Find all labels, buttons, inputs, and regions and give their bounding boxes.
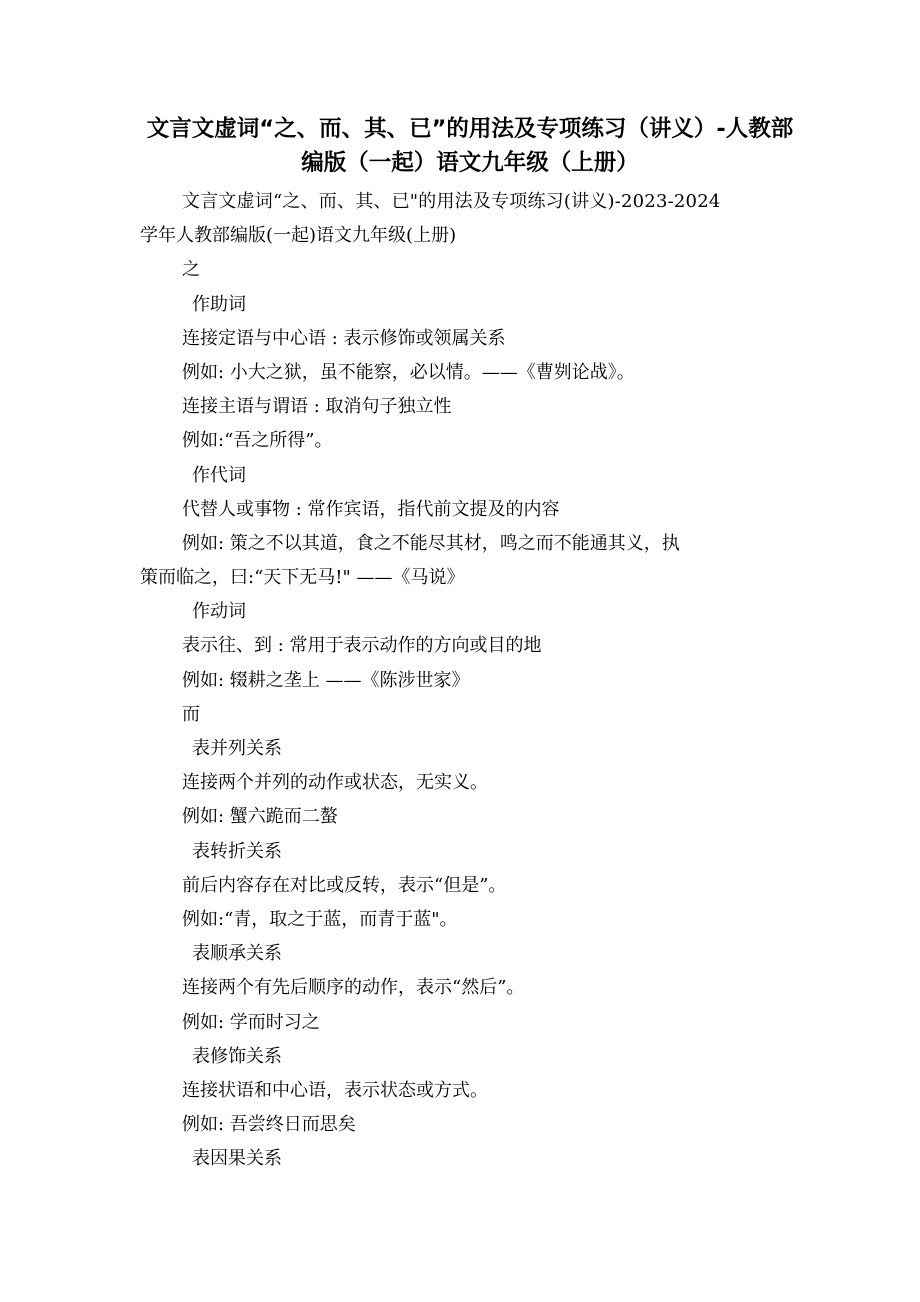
example: 例如:“青，取之于蓝，而青于蓝"。	[182, 908, 458, 930]
subheading: 作代词	[192, 464, 246, 486]
subheading: 作助词	[192, 293, 246, 315]
example: 例如: 学而时习之	[182, 1011, 320, 1033]
paragraph: 代替人或事物 : 常作宾语，指代前文提及的内容	[182, 498, 560, 520]
subtitle-line-1: 文言文虚词“之、而、其、已"的用法及专项练习(讲义)-2023-2024	[182, 191, 721, 212]
subheading: 表转折关系	[192, 840, 282, 862]
subheading: 表并列关系	[192, 738, 282, 759]
document-body	[140, 185, 785, 1176]
section-heading-zhi: 之	[182, 259, 200, 281]
example: 例如: 小大之狱，虽不能察，必以情。——《曹刿论战》。	[182, 361, 635, 383]
subtitle-line-2: 学年人教部编版(一起)语文九年级(上册)	[140, 225, 457, 247]
subheading: 表顺承关系	[192, 943, 282, 965]
example: 例如:“吾之所得”。	[182, 430, 333, 452]
subheading: 作动词	[192, 601, 246, 623]
paragraph: 连接定语与中心语 : 表示修饰或领属关系	[182, 327, 506, 349]
paragraph: 连接两个并列的动作或状态，无实义。	[182, 772, 488, 794]
example: 例如: 策之不以其道，食之不能尽其材，鸣之而不能通其义，执	[182, 532, 680, 554]
document-title: 文言文虚词“之、而、其、已”的用法及专项练习（讲义）-人教部编版（一起）语文九年级（上册）	[146, 116, 794, 176]
paragraph: 表示往、到 : 常用于表示动作的方向或目的地	[182, 635, 542, 657]
section-heading-er: 而	[182, 703, 200, 725]
paragraph: 前后内容存在对比或反转，表示“但是”。	[182, 874, 507, 896]
subheading: 表修饰关系	[192, 1045, 282, 1067]
example: 例如: 辍耕之垄上 ——《陈涉世家》	[182, 669, 470, 691]
example-continuation: 策而临之，曰:“天下无马!" ——《马说》	[140, 567, 465, 589]
paragraph: 连接两个有先后顺序的动作，表示“然后”。	[182, 977, 525, 999]
paragraph: 连接状语和中心语，表示状态或方式。	[182, 1079, 488, 1101]
example: 例如: 吾尝终日而思矣	[182, 1114, 356, 1136]
example: 例如: 蟹六跪而二螯	[182, 806, 338, 828]
paragraph: 连接主语与谓语 : 取消句子独立性	[182, 396, 452, 418]
subheading: 表因果关系	[192, 1148, 282, 1170]
